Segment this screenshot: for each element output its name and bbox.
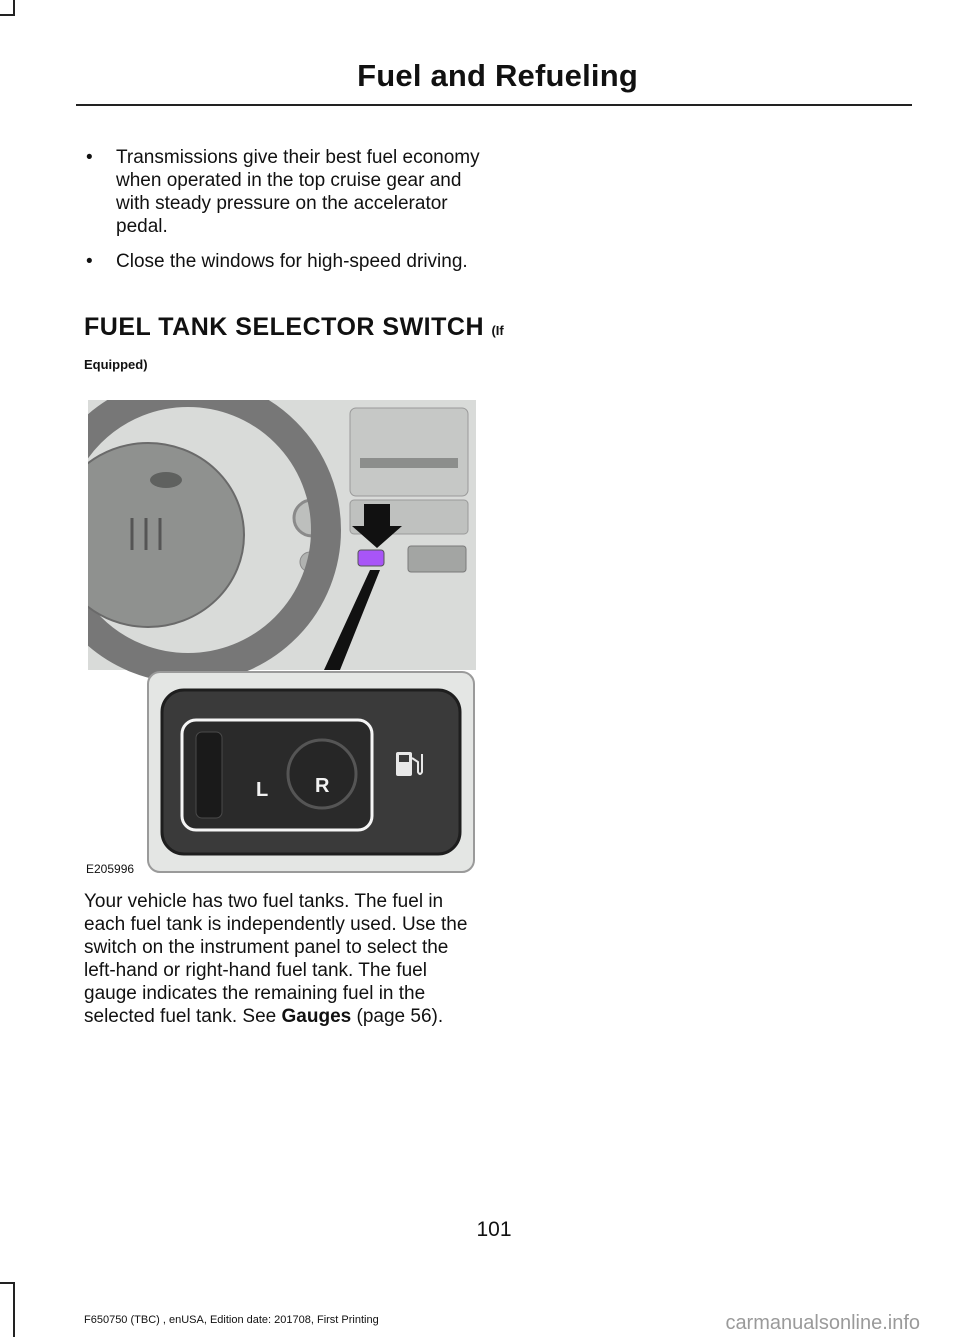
page-reference: (page 56). — [356, 1006, 444, 1027]
page-number: 101 — [476, 1218, 512, 1241]
page-header-title: Fuel and Refueling — [357, 58, 638, 93]
crop-mark-top-left-h — [0, 14, 15, 16]
rocker-left-groove — [196, 732, 222, 818]
rocker-right-button — [288, 740, 356, 808]
brand-emblem — [150, 472, 182, 488]
header-rule — [76, 104, 912, 106]
section-heading — [84, 312, 504, 380]
section-qualifier: (If Equipped) — [84, 323, 504, 372]
body-text: Your vehicle has two fuel tanks. The fuel in each fuel tank is independently used. Use the switch on the instrument panel to select the left-hand or right-hand fuel tank. The fuel gauge indicates the remaining fuel in the selected fuel tank. See — [84, 891, 468, 1027]
left-tank-label: L — [256, 779, 269, 801]
crop-mark-bottom-left-h — [0, 1282, 15, 1284]
radio-buttons-row — [360, 458, 458, 468]
section-heading-text: FUEL TANK SELECTOR SWITCH — [84, 313, 484, 341]
figure-code: E205996 — [86, 862, 135, 876]
bullet-icon: • — [86, 251, 93, 272]
gauges-cross-reference[interactable]: Gauges — [281, 1006, 352, 1027]
list-item-text: Close the windows for high-speed driving. — [116, 251, 468, 272]
fuel-tank-selector-figure — [88, 400, 476, 878]
highlighted-selector-switch — [358, 550, 384, 566]
radio-panel — [350, 408, 468, 496]
watermark: carmanualsonline.info — [725, 1312, 920, 1334]
list-item — [84, 250, 484, 273]
body-paragraph — [84, 890, 480, 1028]
list-item-text: Transmissions give their best fuel economy when operated in the top cruise gear and with steady pressure on the accelerator pedal. — [116, 147, 480, 237]
bullet-icon: • — [86, 147, 93, 168]
right-tank-label: R — [315, 775, 330, 797]
list-item — [84, 146, 484, 238]
tips-list — [84, 146, 484, 285]
crop-mark-bottom-left-v — [13, 1282, 15, 1337]
footer-edition-info: F650750 (TBC) , enUSA, Edition date: 201708, First Printing — [84, 1314, 379, 1326]
switch-bank — [408, 546, 466, 572]
